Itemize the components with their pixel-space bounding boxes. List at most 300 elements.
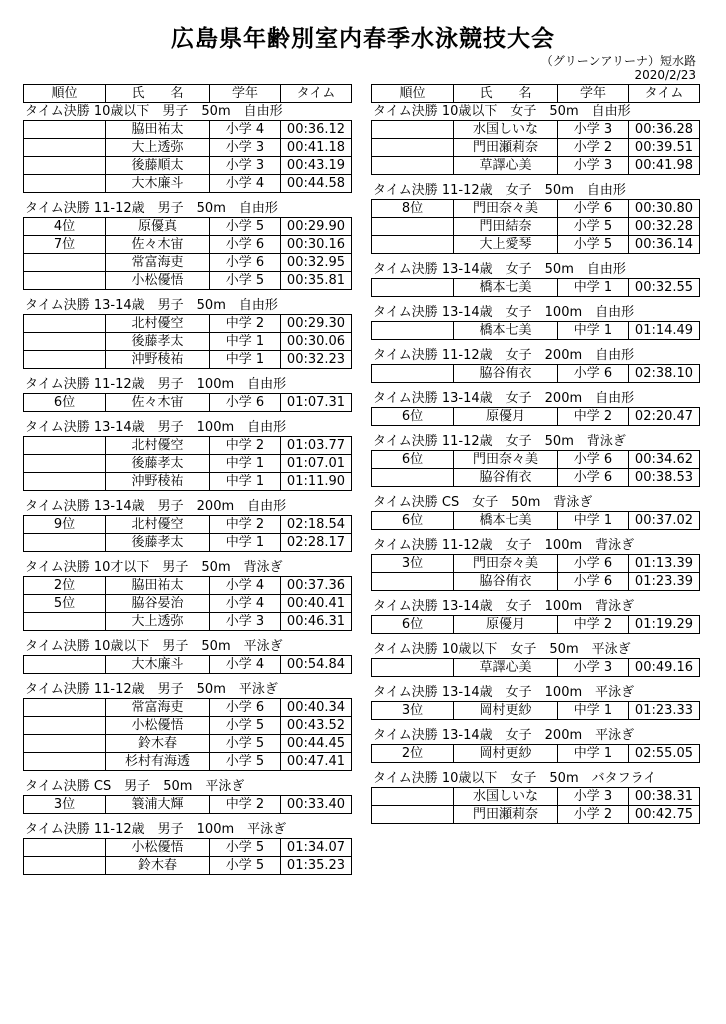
grade-cell: 中学 1 — [558, 322, 629, 340]
rank-header: 順位 — [372, 85, 454, 103]
grade-cell: 小学 6 — [210, 254, 281, 272]
rank-cell — [24, 839, 106, 857]
time-cell: 02:55.05 — [629, 745, 700, 763]
rank-cell: 4位 — [24, 218, 106, 236]
event-title: タイム決勝 11-12歳 女子 200m 自由形 — [373, 348, 635, 363]
rank-cell — [372, 573, 454, 591]
grade-cell: 小学 3 — [558, 659, 629, 677]
table-row — [372, 139, 700, 157]
time-cell: 00:49.16 — [629, 659, 700, 677]
rank-cell — [24, 139, 106, 157]
name-cell: 小松優悟 — [106, 839, 210, 857]
results-table — [23, 314, 352, 369]
event-title: タイム決勝 10歳以下 男子 50m 平泳ぎ — [25, 639, 283, 654]
table-row — [24, 254, 352, 272]
time-cell: 01:13.39 — [629, 555, 700, 573]
grade-cell: 小学 5 — [210, 753, 281, 771]
rank-cell — [24, 656, 106, 674]
rank-cell — [372, 469, 454, 487]
grade-cell: 小学 4 — [210, 595, 281, 613]
event-title: タイム決勝 11-12歳 男子 100m 平泳ぎ — [25, 822, 287, 837]
name-cell: 橋本七美 — [454, 322, 558, 340]
rank-cell — [372, 659, 454, 677]
table-row — [372, 157, 700, 175]
table-row — [372, 512, 700, 530]
name-cell: 大木廉斗 — [106, 656, 210, 674]
results-table — [23, 795, 352, 814]
grade-cell: 小学 3 — [558, 788, 629, 806]
time-cell: 00:30.06 — [281, 333, 352, 351]
date-label: 2020/2/23 — [634, 68, 696, 82]
time-cell: 00:32.55 — [629, 279, 700, 297]
rank-cell — [24, 437, 106, 455]
table-row — [24, 175, 352, 193]
name-cell: 脇谷侑衣 — [454, 469, 558, 487]
table-row — [372, 365, 700, 383]
event-section — [371, 304, 699, 340]
name-cell: 後藤孝太 — [106, 455, 210, 473]
table-row — [24, 157, 352, 175]
time-cell: 00:33.40 — [281, 796, 352, 814]
rank-cell — [24, 272, 106, 290]
results-table — [23, 393, 352, 412]
table-row — [24, 394, 352, 412]
column-header-table — [23, 84, 352, 103]
rank-cell — [372, 806, 454, 824]
time-cell: 00:35.81 — [281, 272, 352, 290]
grade-cell: 中学 1 — [558, 279, 629, 297]
results-table — [23, 576, 352, 631]
name-cell: 大上透弥 — [106, 139, 210, 157]
table-row — [24, 121, 352, 139]
name-cell: 水国しいな — [454, 121, 558, 139]
grade-header: 学年 — [558, 85, 629, 103]
name-cell: 脇谷侑衣 — [454, 573, 558, 591]
rank-cell: 3位 — [372, 555, 454, 573]
event-section — [23, 376, 351, 412]
name-cell: 大上愛琴 — [454, 236, 558, 254]
grade-cell: 小学 5 — [210, 218, 281, 236]
grade-cell: 中学 1 — [210, 333, 281, 351]
event-section — [23, 200, 351, 290]
rank-cell — [24, 717, 106, 735]
time-cell: 00:29.90 — [281, 218, 352, 236]
table-row — [372, 788, 700, 806]
time-cell: 02:20.47 — [629, 408, 700, 426]
grade-cell: 中学 1 — [210, 534, 281, 552]
rank-cell: 5位 — [24, 595, 106, 613]
table-row — [24, 516, 352, 534]
results-table — [371, 199, 700, 254]
grade-cell: 小学 6 — [210, 699, 281, 717]
time-cell: 00:37.36 — [281, 577, 352, 595]
results-column-left — [23, 84, 351, 875]
time-header: タイム — [281, 85, 352, 103]
event-section — [371, 103, 699, 175]
event-section — [23, 559, 351, 631]
rank-cell — [372, 139, 454, 157]
name-cell: 大木廉斗 — [106, 175, 210, 193]
venue-label: （グリーンアリーナ）短水路 — [540, 54, 696, 68]
table-row — [24, 534, 352, 552]
table-row — [24, 735, 352, 753]
time-cell: 01:23.39 — [629, 573, 700, 591]
name-cell: 門田奈々美 — [454, 200, 558, 218]
grade-cell: 小学 3 — [558, 157, 629, 175]
time-cell: 01:03.77 — [281, 437, 352, 455]
grade-cell: 小学 5 — [210, 857, 281, 875]
table-row — [372, 555, 700, 573]
grade-cell: 小学 4 — [210, 577, 281, 595]
grade-cell: 小学 6 — [558, 573, 629, 591]
event-title: タイム決勝 13-14歳 男子 200m 自由形 — [25, 499, 287, 514]
grade-cell: 中学 1 — [558, 745, 629, 763]
table-row — [24, 595, 352, 613]
name-header: 氏 名 — [106, 85, 210, 103]
name-cell: 草譯心美 — [454, 659, 558, 677]
event-title: タイム決勝 11-12歳 男子 50m 平泳ぎ — [25, 682, 278, 697]
table-row — [24, 139, 352, 157]
name-cell: 水国しいな — [454, 788, 558, 806]
table-row — [372, 573, 700, 591]
name-cell: 佐々木宙 — [106, 236, 210, 254]
name-cell: 常富海吏 — [106, 254, 210, 272]
rank-cell: 6位 — [372, 451, 454, 469]
name-cell: 原優月 — [454, 616, 558, 634]
rank-cell — [372, 121, 454, 139]
time-cell: 01:14.49 — [629, 322, 700, 340]
table-row — [372, 322, 700, 340]
grade-cell: 小学 5 — [210, 272, 281, 290]
name-cell: 岡村更紗 — [454, 702, 558, 720]
grade-cell: 小学 3 — [210, 139, 281, 157]
event-section — [371, 537, 699, 591]
event-section — [23, 681, 351, 771]
rank-cell — [372, 365, 454, 383]
results-table — [371, 744, 700, 763]
rank-cell — [24, 121, 106, 139]
event-section — [371, 433, 699, 487]
event-title: タイム決勝 13-14歳 女子 200m 平泳ぎ — [373, 728, 635, 743]
grade-cell: 小学 5 — [210, 717, 281, 735]
name-cell: 脇田祐太 — [106, 121, 210, 139]
name-cell: 鈴木春 — [106, 735, 210, 753]
time-cell: 00:43.52 — [281, 717, 352, 735]
rank-cell — [24, 175, 106, 193]
event-section — [371, 494, 699, 530]
event-section — [23, 419, 351, 491]
results-table — [23, 436, 352, 491]
rank-cell — [372, 218, 454, 236]
table-row — [372, 616, 700, 634]
table-row — [372, 702, 700, 720]
name-cell: 橋本七美 — [454, 512, 558, 530]
event-title: タイム決勝 11-12歳 女子 100m 背泳ぎ — [373, 538, 635, 553]
results-table — [23, 120, 352, 193]
event-title: タイム決勝 11-12歳 女子 50m 自由形 — [373, 183, 626, 198]
event-title: タイム決勝 CS 女子 50m 背泳ぎ — [373, 495, 593, 510]
event-title: タイム決勝 10才以下 男子 50m 背泳ぎ — [25, 560, 283, 575]
rank-cell — [372, 279, 454, 297]
name-cell: 門田奈々美 — [454, 555, 558, 573]
results-table — [371, 364, 700, 383]
time-cell: 00:29.30 — [281, 315, 352, 333]
grade-cell: 小学 6 — [558, 200, 629, 218]
name-cell: 佐々木宙 — [106, 394, 210, 412]
results-table — [23, 655, 352, 674]
event-section — [23, 821, 351, 875]
table-row — [372, 236, 700, 254]
results-table — [23, 838, 352, 875]
table-row — [372, 806, 700, 824]
results-table — [23, 217, 352, 290]
grade-header: 学年 — [210, 85, 281, 103]
name-cell: 後藤順太 — [106, 157, 210, 175]
event-section — [371, 261, 699, 297]
event-title: タイム決勝 13-14歳 女子 100m 背泳ぎ — [373, 599, 635, 614]
name-cell: 簔浦大輝 — [106, 796, 210, 814]
table-row — [24, 577, 352, 595]
time-cell: 00:32.95 — [281, 254, 352, 272]
name-cell: 岡村更紗 — [454, 745, 558, 763]
time-cell: 00:39.51 — [629, 139, 700, 157]
results-table — [371, 321, 700, 340]
event-title: タイム決勝 11-12歳 女子 50m 背泳ぎ — [373, 434, 626, 449]
results-table — [371, 407, 700, 426]
grade-cell: 小学 5 — [558, 218, 629, 236]
table-row — [24, 857, 352, 875]
name-cell: 沖野稜祐 — [106, 473, 210, 491]
event-title: タイム決勝 13-14歳 女子 50m 自由形 — [373, 262, 626, 277]
event-section — [23, 498, 351, 552]
time-cell: 00:41.18 — [281, 139, 352, 157]
rank-cell — [24, 473, 106, 491]
time-cell: 00:37.02 — [629, 512, 700, 530]
event-section — [371, 727, 699, 763]
name-cell: 脇田祐太 — [106, 577, 210, 595]
table-row — [372, 745, 700, 763]
grade-cell: 中学 2 — [558, 408, 629, 426]
time-cell: 02:18.54 — [281, 516, 352, 534]
grade-cell: 小学 3 — [210, 613, 281, 631]
time-cell: 01:34.07 — [281, 839, 352, 857]
grade-cell: 中学 1 — [210, 473, 281, 491]
page-title: 広島県年齢別室内春季水泳競技大会 — [171, 26, 555, 52]
name-cell: 脇谷侑衣 — [454, 365, 558, 383]
rank-cell: 7位 — [24, 236, 106, 254]
results-table — [371, 658, 700, 677]
name-cell: 小松優悟 — [106, 717, 210, 735]
column-header-table — [371, 84, 700, 103]
results-table — [23, 515, 352, 552]
rank-cell — [372, 157, 454, 175]
rank-cell: 6位 — [372, 512, 454, 530]
table-row — [24, 613, 352, 631]
event-title: タイム決勝 13-14歳 男子 50m 自由形 — [25, 298, 278, 313]
event-section — [371, 641, 699, 677]
event-section — [371, 598, 699, 634]
table-row — [24, 333, 352, 351]
name-cell: 北村優空 — [106, 315, 210, 333]
table-row — [24, 315, 352, 333]
time-cell: 00:47.41 — [281, 753, 352, 771]
table-row — [372, 469, 700, 487]
results-table — [371, 278, 700, 297]
rank-cell — [24, 753, 106, 771]
grade-cell: 小学 3 — [558, 121, 629, 139]
table-row — [372, 451, 700, 469]
table-row — [372, 279, 700, 297]
time-cell: 00:36.12 — [281, 121, 352, 139]
rank-cell: 9位 — [24, 516, 106, 534]
time-header: タイム — [629, 85, 700, 103]
grade-cell: 小学 5 — [558, 236, 629, 254]
event-title: タイム決勝 10歳以下 女子 50m バタフライ — [373, 771, 657, 786]
name-header: 氏 名 — [454, 85, 558, 103]
grade-cell: 小学 6 — [558, 451, 629, 469]
rank-cell — [372, 322, 454, 340]
grade-cell: 小学 4 — [210, 121, 281, 139]
rank-cell — [24, 351, 106, 369]
table-row — [24, 455, 352, 473]
results-table — [371, 554, 700, 591]
time-cell: 01:07.31 — [281, 394, 352, 412]
results-column-right — [371, 84, 699, 824]
grade-cell: 小学 4 — [210, 656, 281, 674]
grade-cell: 小学 5 — [210, 735, 281, 753]
time-cell: 01:11.90 — [281, 473, 352, 491]
grade-cell: 小学 2 — [558, 806, 629, 824]
rank-cell — [24, 315, 106, 333]
results-table — [371, 450, 700, 487]
rank-cell: 3位 — [372, 702, 454, 720]
table-row — [24, 699, 352, 717]
rank-cell: 2位 — [24, 577, 106, 595]
event-title: タイム決勝 13-14歳 女子 100m 自由形 — [373, 305, 635, 320]
rank-cell — [24, 157, 106, 175]
event-section — [23, 638, 351, 674]
name-cell: 門田瀬莉奈 — [454, 139, 558, 157]
table-row — [24, 656, 352, 674]
time-cell: 02:38.10 — [629, 365, 700, 383]
grade-cell: 中学 1 — [558, 512, 629, 530]
time-cell: 00:34.62 — [629, 451, 700, 469]
time-cell: 00:30.80 — [629, 200, 700, 218]
time-cell: 00:40.34 — [281, 699, 352, 717]
rank-cell — [24, 613, 106, 631]
name-cell: 原優真 — [106, 218, 210, 236]
grade-cell: 中学 1 — [558, 702, 629, 720]
time-cell: 01:07.01 — [281, 455, 352, 473]
table-row — [372, 121, 700, 139]
grade-cell: 中学 1 — [210, 455, 281, 473]
time-cell: 01:23.33 — [629, 702, 700, 720]
time-cell: 00:41.98 — [629, 157, 700, 175]
name-cell: 草譯心美 — [454, 157, 558, 175]
time-cell: 00:32.28 — [629, 218, 700, 236]
grade-cell: 小学 6 — [558, 365, 629, 383]
name-cell: 北村優空 — [106, 437, 210, 455]
time-cell: 02:28.17 — [281, 534, 352, 552]
grade-cell: 中学 2 — [210, 796, 281, 814]
header-row — [372, 85, 700, 103]
table-row — [24, 753, 352, 771]
time-cell: 00:44.58 — [281, 175, 352, 193]
time-cell: 01:19.29 — [629, 616, 700, 634]
name-cell: 橋本七美 — [454, 279, 558, 297]
table-row — [372, 218, 700, 236]
results-table — [371, 701, 700, 720]
rank-cell — [24, 455, 106, 473]
grade-cell: 中学 2 — [210, 516, 281, 534]
name-cell: 門田瀬莉奈 — [454, 806, 558, 824]
name-cell: 原優月 — [454, 408, 558, 426]
grade-cell: 小学 6 — [210, 394, 281, 412]
event-title: タイム決勝 11-12歳 男子 50m 自由形 — [25, 201, 278, 216]
grade-cell: 小学 2 — [558, 139, 629, 157]
rank-cell: 2位 — [372, 745, 454, 763]
name-cell: 沖野稜祐 — [106, 351, 210, 369]
table-row — [24, 272, 352, 290]
results-table — [371, 511, 700, 530]
name-cell: 後藤孝太 — [106, 333, 210, 351]
rank-cell — [24, 534, 106, 552]
event-title: タイム決勝 10歳以下 女子 50m 平泳ぎ — [373, 642, 631, 657]
results-table — [371, 615, 700, 634]
table-row — [372, 408, 700, 426]
table-row — [372, 659, 700, 677]
time-cell: 00:43.19 — [281, 157, 352, 175]
name-cell: 大上透弥 — [106, 613, 210, 631]
rank-cell: 6位 — [372, 408, 454, 426]
header-row — [24, 85, 352, 103]
name-cell: 杉村有海透 — [106, 753, 210, 771]
time-cell: 00:54.84 — [281, 656, 352, 674]
grade-cell: 小学 6 — [210, 236, 281, 254]
rank-cell — [24, 699, 106, 717]
time-cell: 00:40.41 — [281, 595, 352, 613]
event-section — [23, 778, 351, 814]
event-section — [371, 182, 699, 254]
rank-cell — [372, 236, 454, 254]
time-cell: 00:30.16 — [281, 236, 352, 254]
rank-cell — [372, 788, 454, 806]
event-section — [371, 684, 699, 720]
grade-cell: 小学 5 — [210, 839, 281, 857]
results-table — [23, 698, 352, 771]
name-cell: 後藤孝太 — [106, 534, 210, 552]
grade-cell: 小学 6 — [558, 555, 629, 573]
grade-cell: 中学 2 — [558, 616, 629, 634]
time-cell: 00:36.28 — [629, 121, 700, 139]
table-row — [24, 437, 352, 455]
rank-cell: 8位 — [372, 200, 454, 218]
table-row — [24, 839, 352, 857]
results-table — [371, 787, 700, 824]
rank-cell: 3位 — [24, 796, 106, 814]
time-cell: 00:42.75 — [629, 806, 700, 824]
event-title: タイム決勝 13-14歳 女子 100m 平泳ぎ — [373, 685, 635, 700]
time-cell: 00:38.53 — [629, 469, 700, 487]
time-cell: 01:35.23 — [281, 857, 352, 875]
rank-header: 順位 — [24, 85, 106, 103]
event-section — [23, 103, 351, 193]
table-row — [24, 717, 352, 735]
rank-cell — [24, 333, 106, 351]
results-table — [371, 120, 700, 175]
event-section — [371, 347, 699, 383]
event-title: タイム決勝 10歳以下 男子 50m 自由形 — [25, 104, 283, 119]
